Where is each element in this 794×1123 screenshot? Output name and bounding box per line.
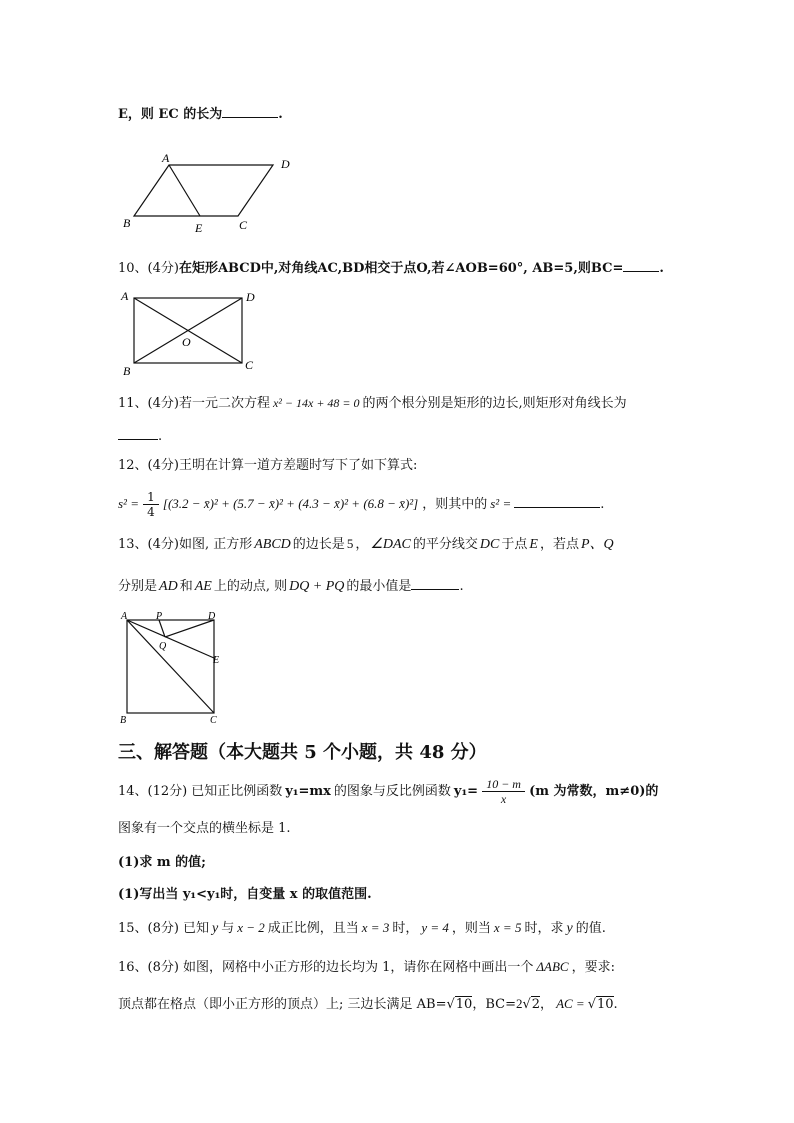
q12-s2: s² = [490,496,512,511]
q13-answer-blank[interactable] [411,576,459,590]
q15-y2: y [566,921,573,936]
q15-question [118,919,606,938]
q14-number: 14、(12分) [118,784,188,799]
q13-line2-c: 上的动点, 则 [213,579,288,594]
q15-p7: 的值. [575,921,606,936]
q13-p5: 于点 [501,537,528,552]
q13-dc: DC [479,537,500,552]
q16-sqrt-ac-value: 10 [597,997,614,1012]
q12-question [118,457,417,475]
q12-formula-line [118,486,604,523]
q14-question-line2: 图象有一个交点的横坐标是 1. [118,821,291,836]
q13-five: 5 [346,536,354,551]
q15-p2: 与 [221,921,235,936]
q16-sqrt-ab: √10 [446,997,473,1012]
q15-p4: 时， [392,921,419,936]
q12-frac-den: 4 [147,505,155,519]
q10-end: . [659,261,664,276]
q10-figure [118,287,268,379]
q12-frac-num: 1 [143,490,159,505]
q16-triangle: ΔABC [536,959,569,974]
q13-label-c: C [210,715,217,726]
q14-p2: 的图象与反比例函数 [333,784,451,799]
q16-p2: ，要求: [571,960,615,975]
q11-question-line1 [118,394,627,413]
q14-frac-num: 10 − m [482,777,525,792]
q12-number: 12、(4分) [118,458,179,473]
q13-segment-qd [165,620,214,637]
q14-question-line1 [118,772,658,812]
q16-sqrt-ab-value: 10 [455,997,473,1012]
q9-text: E，则 EC 的长为 [118,107,223,122]
q16-question-line2 [118,995,618,1014]
q16-line2-b: ，BC= [472,997,516,1012]
q10-label-o: O [182,335,191,349]
q13-diagonal-ac [127,620,214,713]
section-3-title: 三、解答题（本大题共 5 个小题，共 48 分） [118,742,487,763]
q10-label-b: B [123,364,131,378]
q13-label-b: B [120,715,127,726]
q15-number: 15、(8分) [118,921,179,936]
q10-number: 10、(4分) [118,261,179,276]
q16-sqrt-bc-value: 2 [531,997,541,1012]
q14-y1a: y₁=mx [285,784,331,799]
q12-text: 王明在计算一道方差题时写下了如下算式: [178,458,418,473]
q9-label-c: C [239,218,248,232]
q9-tail [118,104,283,124]
q12-tail: ，则其中的 [422,497,488,512]
q16-end: . [613,997,618,1012]
q12-formula: [(3.2 − x̄)² + (5.7 − x̄)² + (4.3 − x̄)² + (6.8 − x̄)²] [162,496,419,511]
q13-abcd: ABCD [254,537,291,552]
q11-end: . [158,429,163,444]
q13-label-d: D [208,611,216,622]
q16-question-line1 [118,958,615,977]
q12-fraction [143,490,159,519]
q10-label-d: D [246,290,255,304]
q13-label-e: E [213,655,220,666]
q13-p2: 的边长是 [292,537,345,552]
q16-p1: 如图，网格中小正方形的边长均为 1，请你在网格中画出一个 [182,960,534,975]
q13-expr: DQ + PQ [289,579,345,594]
q16-line2-a: 顶点都在格点（即小正方形的顶点）上; 三边长满足 AB= [118,997,447,1012]
q13-end: . [459,579,464,594]
q12-lhs: s² = [118,496,139,511]
q14-p1: 已知正比例函数 [191,784,283,799]
q13-question-line1 [118,535,616,554]
q15-y: y [211,921,219,936]
q13-number: 13、(4分) [118,537,179,552]
q15-p6: 时，求 [524,921,564,936]
q16-number: 16、(8分) [118,960,179,975]
q10-question [118,258,664,278]
q12-end: . [600,497,605,512]
q14-frac-den: x [500,792,507,806]
q15-y4: y = 4 [421,920,449,935]
q14-sub1: (1)求 m 的值; [118,855,206,870]
q13-line2-b: 和 [179,579,193,594]
q11-answer-blank[interactable] [118,426,158,440]
q16-ac: AC = [556,996,585,1011]
q13-p1: 如图, 正方形 [178,537,253,552]
q13-line2-d: 的最小值是 [346,579,412,594]
q11-prefix: 若一元二次方程 [178,396,270,411]
q14-fraction [482,777,525,806]
q14-sub2: (1)写出当 y₁<y₁时，自变量 x 的取值范围. [118,887,372,902]
q9-parallelogram [134,165,273,216]
q16-sqrt-bc: √2 [522,997,541,1012]
q13-label-a: A [121,611,128,622]
q10-label-a: A [121,289,129,303]
q13-p4: 的平分线交 [412,537,478,552]
q11-suffix: 的两个根分别是矩形的边长,则矩形对角线长为 [362,396,627,411]
q10-text: 在矩形ABCD中,对角线AC,BD相交于点O,若∠AOB=60°, AB=5,则BC= [178,261,624,276]
q14-p3: (m 为常数，m≠0)的 [529,784,659,799]
q13-e: E [529,537,538,552]
q15-p1: 已知 [182,921,209,936]
q11-question-line2 [118,426,162,446]
q13-p3: ， [355,537,369,552]
q10-label-c: C [245,358,254,372]
q14-y1b: y₁= [453,784,479,799]
q16-sqrt-ac: √10 [587,997,614,1012]
q13-ae: AE [194,579,212,594]
q16-coef: 2 [515,996,523,1011]
q9-answer-blank[interactable] [222,104,278,118]
q13-angle: ∠DAC [370,537,411,552]
q12-answer-blank[interactable] [514,487,600,508]
q9-label-d: D [281,157,290,171]
q15-p5: ，则当 [451,921,491,936]
q15-x5: x = 5 [493,920,522,935]
q13-question-line2 [118,576,464,596]
q13-pq: P、Q [580,537,614,552]
q15-x3: x = 3 [361,920,390,935]
q9-segment-ae [169,165,200,216]
q9-figure [118,148,308,240]
q9-end: . [278,107,283,122]
q13-ad: AD [159,579,178,594]
q13-label-p: P [156,611,163,622]
q15-xm2: x − 2 [237,920,265,935]
q13-line2-a: 分别是 [118,579,158,594]
q16-line2-c: ， [540,997,554,1012]
q11-equation: x² − 14x + 48 = 0 [272,396,360,410]
q13-figure [118,608,238,728]
q13-segment-ae [127,620,214,658]
q9-label-a: A [162,151,170,165]
q15-p3: 成正比例，且当 [267,921,359,936]
q10-answer-blank[interactable] [623,258,659,272]
q9-label-b: B [123,216,131,230]
q13-p6: ，若点 [539,537,579,552]
q13-label-q: Q [159,641,167,652]
q9-label-e: E [195,221,203,235]
q11-number: 11、(4分) [118,396,179,411]
